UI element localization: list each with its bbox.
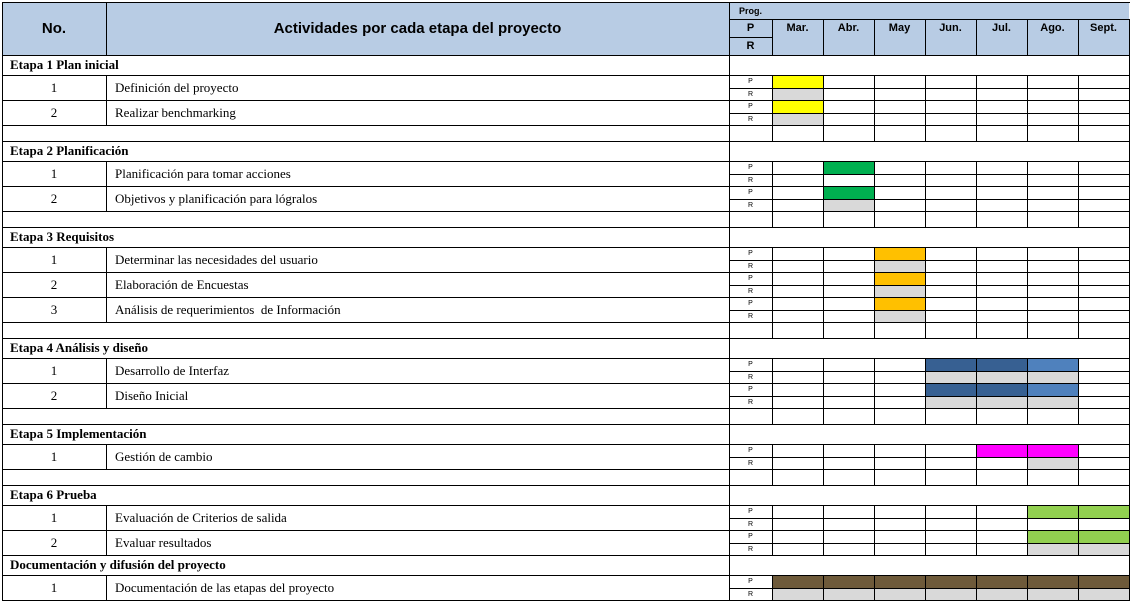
plan-marker: P: [748, 361, 753, 368]
grid-line: [976, 322, 977, 339]
grid-line: [2, 272, 3, 298]
grid-line: [106, 297, 107, 323]
plan-bar: [875, 273, 925, 285]
grid-line: [2, 408, 3, 425]
grid-line: [925, 19, 926, 56]
grid-line: [729, 310, 1130, 311]
grid-line: [2, 600, 1130, 601]
real-marker: R: [747, 176, 754, 184]
plan-bar: [1028, 445, 1078, 457]
gantt-table: [2, 2, 1129, 601]
real-bar: [1028, 397, 1078, 408]
plan-bar: [926, 359, 976, 371]
plan-marker: P: [748, 386, 753, 393]
grid-line: [1129, 322, 1130, 339]
grid-line: [772, 19, 773, 56]
grid-line: [874, 469, 875, 486]
real-bar: [977, 372, 1027, 383]
header-month-lower: [925, 37, 976, 55]
grid-line: [729, 260, 1130, 261]
grid-line: [1129, 485, 1130, 506]
grid-line: [729, 37, 773, 38]
grid-line: [1027, 322, 1028, 339]
real-marker: R: [747, 520, 754, 528]
grid-line: [1129, 141, 1130, 162]
real-bar: [1028, 589, 1078, 600]
grid-line: [1129, 55, 1130, 76]
plan-bar: [1079, 531, 1129, 543]
plan-marker: P: [748, 250, 753, 257]
grid-line: [106, 2, 107, 56]
grid-line: [729, 543, 1130, 544]
grid-line: [729, 125, 730, 142]
grid-line: [729, 371, 1130, 372]
activity-name: Determinar las necesidades del usuario: [115, 251, 318, 267]
grid-line: [1027, 211, 1028, 228]
activity-number: 1: [50, 165, 58, 181]
grid-line: [106, 186, 107, 212]
plan-bar: [1028, 359, 1078, 371]
plan-bar: [773, 76, 823, 88]
grid-line: [1078, 469, 1079, 486]
grid-line: [729, 199, 1130, 200]
grid-line: [729, 19, 1130, 20]
grid-line: [772, 469, 773, 486]
grid-line: [1129, 125, 1130, 142]
grid-line: [1129, 227, 1130, 248]
grid-line: [2, 444, 3, 470]
grid-line: [106, 100, 107, 126]
grid-line: [2, 424, 3, 445]
plan-marker: P: [748, 300, 753, 307]
plan-bar: [926, 576, 976, 588]
activity-name: Objetivos y planificación para lógralos: [115, 190, 318, 206]
activity-name: Evaluación de Criterios de salida: [115, 509, 287, 525]
grid-line: [823, 322, 824, 339]
grid-line: [925, 408, 926, 425]
activity-name: Documentación de las etapas del proyecto: [115, 579, 335, 595]
grid-line: [1129, 19, 1130, 56]
grid-line: [874, 125, 875, 142]
plan-marker: P: [748, 275, 753, 282]
plan-bar: [977, 384, 1027, 396]
grid-line: [2, 469, 3, 486]
grid-line: [2, 141, 3, 162]
grid-line: [874, 19, 875, 56]
grid-line: [1129, 424, 1130, 445]
plan-bar: [824, 187, 874, 199]
real-bar: [977, 397, 1027, 408]
activity-name: Gestión de cambio: [115, 448, 213, 464]
header-month-lower: [772, 37, 823, 55]
grid-line: [106, 75, 107, 101]
header-month-lower: [1027, 37, 1078, 55]
activity-name: Desarrollo de Interfaz: [115, 362, 230, 378]
grid-line: [823, 408, 824, 425]
header-month-lower: [823, 37, 874, 55]
plan-bar: [773, 576, 823, 588]
stage-title: Etapa 6 Prueba: [10, 487, 97, 502]
real-bar: [926, 372, 976, 383]
plan-bar: [824, 162, 874, 174]
grid-line: [1078, 408, 1079, 425]
real-marker: R: [747, 115, 754, 123]
grid-line: [874, 408, 875, 425]
real-bar: [824, 589, 874, 600]
grid-line: [2, 358, 3, 384]
grid-line: [729, 174, 1130, 175]
grid-line: [729, 211, 730, 228]
grid-line: [1027, 125, 1028, 142]
plan-marker: P: [748, 164, 753, 171]
grid-line: [729, 285, 1130, 286]
activity-number: 1: [50, 79, 58, 95]
real-bar: [1028, 458, 1078, 469]
plan-bar: [1028, 576, 1078, 588]
plan-bar: [926, 384, 976, 396]
grid-line: [2, 75, 3, 101]
plan-bar: [1079, 576, 1129, 588]
grid-line: [2, 247, 3, 273]
grid-line: [2, 555, 3, 576]
header-month: Ago.: [1027, 19, 1078, 37]
grid-line: [106, 358, 107, 384]
plan-marker: P: [748, 533, 753, 540]
real-bar: [1079, 544, 1129, 555]
header-p: P: [729, 19, 772, 37]
grid-line: [976, 125, 977, 142]
grid-line: [106, 161, 107, 187]
plan-bar: [977, 576, 1027, 588]
grid-line: [2, 575, 3, 601]
real-bar: [773, 89, 823, 100]
real-bar: [926, 589, 976, 600]
grid-line: [729, 485, 730, 506]
grid-line: [1129, 555, 1130, 576]
grid-line: [925, 211, 926, 228]
stage-title: Etapa 4 Análisis y diseño: [10, 340, 148, 355]
grid-line: [823, 19, 824, 56]
grid-line: [1129, 469, 1130, 486]
header-prog: Prog.: [729, 2, 772, 19]
grid-line: [1078, 322, 1079, 339]
header-month: Jul.: [976, 19, 1027, 37]
activity-number: 1: [50, 448, 58, 464]
grid-line: [2, 530, 3, 556]
grid-line: [2, 322, 3, 339]
real-bar: [773, 589, 823, 600]
activity-number: 3: [50, 301, 58, 317]
grid-line: [106, 505, 107, 531]
real-bar: [926, 397, 976, 408]
grid-line: [729, 113, 1130, 114]
grid-line: [2, 100, 3, 126]
grid-line: [772, 408, 773, 425]
grid-line: [729, 408, 730, 425]
grid-line: [925, 125, 926, 142]
activity-number: 1: [50, 509, 58, 525]
grid-line: [729, 338, 730, 359]
grid-line: [2, 211, 3, 228]
grid-line: [772, 211, 773, 228]
real-marker: R: [747, 545, 754, 553]
grid-line: [729, 2, 730, 56]
header-month-spacer: [772, 2, 1129, 19]
plan-bar: [1028, 506, 1078, 518]
real-marker: R: [747, 590, 754, 598]
real-marker: R: [747, 262, 754, 270]
plan-marker: P: [748, 78, 753, 85]
header-month-lower: [976, 37, 1027, 55]
real-bar: [773, 114, 823, 125]
grid-line: [1078, 125, 1079, 142]
grid-line: [772, 322, 773, 339]
activity-name: Diseño Inicial: [115, 387, 189, 403]
plan-bar: [824, 576, 874, 588]
real-bar: [875, 261, 925, 272]
real-bar: [1028, 372, 1078, 383]
grid-line: [2, 322, 1130, 323]
grid-line: [106, 575, 107, 601]
real-marker: R: [747, 201, 754, 209]
grid-line: [106, 272, 107, 298]
activity-name: Planificación para tomar acciones: [115, 165, 291, 181]
real-marker: R: [747, 312, 754, 320]
plan-bar: [977, 445, 1027, 457]
activity-name: Realizar benchmarking: [115, 104, 236, 120]
grid-line: [976, 408, 977, 425]
activity-number: 2: [50, 104, 58, 120]
grid-line: [1129, 338, 1130, 359]
grid-line: [823, 469, 824, 486]
grid-line: [2, 161, 3, 187]
real-bar: [977, 589, 1027, 600]
grid-line: [2, 469, 1130, 470]
plan-bar: [875, 298, 925, 310]
grid-line: [976, 211, 977, 228]
grid-line: [1027, 469, 1028, 486]
grid-line: [729, 424, 730, 445]
header-month: Abr.: [823, 19, 874, 37]
real-marker: R: [747, 287, 754, 295]
activity-name: Definición del proyecto: [115, 79, 239, 95]
header-r: R: [729, 37, 772, 55]
grid-line: [2, 227, 3, 248]
grid-line: [106, 530, 107, 556]
real-bar: [875, 589, 925, 600]
real-bar: [824, 200, 874, 211]
grid-line: [2, 2, 1130, 3]
real-marker: R: [747, 459, 754, 467]
header-month-lower: [874, 37, 925, 55]
grid-line: [2, 186, 3, 212]
activity-number: 2: [50, 387, 58, 403]
activity-number: 1: [50, 579, 58, 595]
plan-bar: [1028, 384, 1078, 396]
header-month: Sept.: [1078, 19, 1129, 37]
header-month: Jun.: [925, 19, 976, 37]
grid-line: [1129, 211, 1130, 228]
grid-line: [2, 408, 1130, 409]
plan-bar: [977, 359, 1027, 371]
plan-bar: [1079, 506, 1129, 518]
grid-line: [976, 19, 977, 56]
stage-title: Etapa 3 Requisitos: [10, 229, 115, 244]
header-no: No.: [2, 2, 106, 55]
activity-name: Elaboración de Encuestas: [115, 276, 249, 292]
real-bar: [875, 286, 925, 297]
stage-title: Etapa 5 Implementación: [10, 426, 147, 441]
stage-title: Etapa 1 Plan inicial: [10, 57, 119, 72]
grid-line: [729, 588, 1130, 589]
real-bar: [1079, 589, 1129, 600]
grid-line: [106, 383, 107, 409]
grid-line: [729, 457, 1130, 458]
grid-line: [823, 125, 824, 142]
activity-name: Análisis de requerimientos de Información: [115, 301, 341, 317]
grid-line: [106, 247, 107, 273]
grid-line: [874, 211, 875, 228]
grid-line: [2, 55, 3, 76]
grid-line: [772, 125, 773, 142]
grid-line: [2, 485, 3, 506]
grid-line: [106, 444, 107, 470]
grid-line: [1027, 19, 1028, 56]
activity-number: 1: [50, 362, 58, 378]
grid-line: [729, 55, 730, 76]
grid-line: [1129, 408, 1130, 425]
grid-line: [2, 338, 3, 359]
grid-line: [925, 322, 926, 339]
stage-title: Documentación y difusión del proyecto: [10, 557, 226, 572]
grid-line: [729, 141, 730, 162]
real-marker: R: [747, 90, 754, 98]
grid-line: [925, 469, 926, 486]
grid-line: [729, 396, 1130, 397]
grid-line: [2, 297, 3, 323]
header-activities: Actividades por cada etapa del proyecto: [106, 2, 729, 55]
real-bar: [875, 311, 925, 322]
grid-line: [2, 211, 1130, 212]
header-month-lower: [1078, 37, 1129, 55]
stage-title: Etapa 2 Planificación: [10, 143, 129, 158]
real-bar: [1028, 544, 1078, 555]
grid-line: [1027, 408, 1028, 425]
grid-line: [976, 469, 977, 486]
grid-line: [1078, 211, 1079, 228]
plan-bar: [1028, 531, 1078, 543]
activity-number: 1: [50, 251, 58, 267]
activity-name: Evaluar resultados: [115, 534, 212, 550]
plan-marker: P: [748, 508, 753, 515]
real-marker: R: [747, 373, 754, 381]
plan-bar: [773, 101, 823, 113]
grid-line: [2, 383, 3, 409]
plan-bar: [875, 576, 925, 588]
activity-number: 2: [50, 534, 58, 550]
grid-line: [729, 469, 730, 486]
plan-marker: P: [748, 189, 753, 196]
grid-line: [729, 88, 1130, 89]
plan-marker: P: [748, 578, 753, 585]
grid-line: [729, 322, 730, 339]
real-marker: R: [747, 398, 754, 406]
header-month: Mar.: [772, 19, 823, 37]
grid-line: [729, 227, 730, 248]
plan-bar: [875, 248, 925, 260]
grid-line: [2, 125, 1130, 126]
activity-number: 2: [50, 276, 58, 292]
grid-line: [729, 555, 730, 576]
plan-marker: P: [748, 447, 753, 454]
grid-line: [2, 2, 3, 56]
header-month: May: [874, 19, 925, 37]
activity-number: 2: [50, 190, 58, 206]
grid-line: [2, 125, 3, 142]
grid-line: [1078, 19, 1079, 56]
plan-marker: P: [748, 103, 753, 110]
grid-line: [874, 322, 875, 339]
grid-line: [823, 211, 824, 228]
grid-line: [729, 518, 1130, 519]
grid-line: [2, 505, 3, 531]
